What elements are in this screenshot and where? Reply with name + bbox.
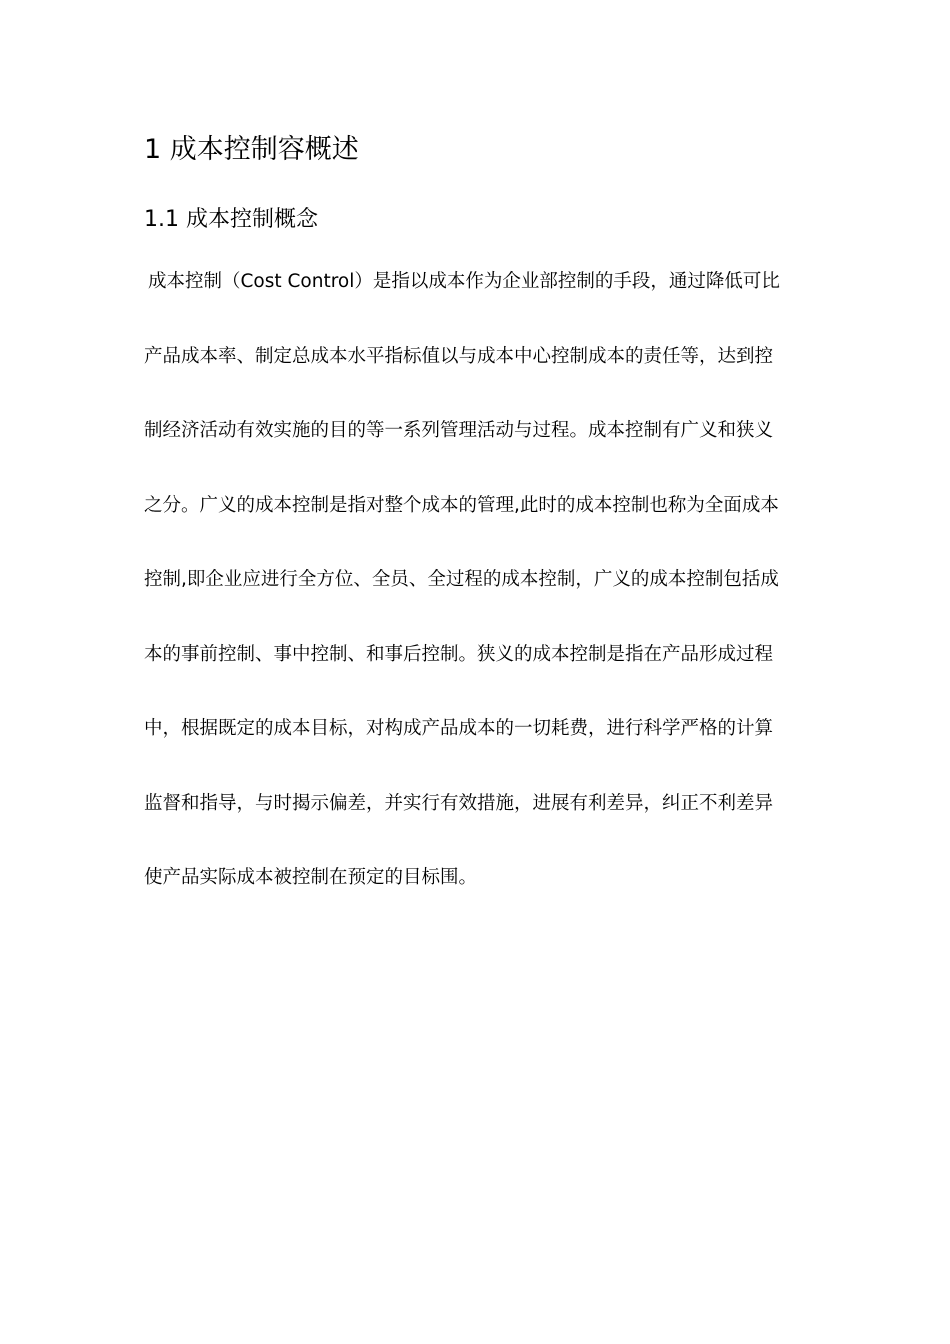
subsection-heading: 1.1 成本控制概念 — [144, 207, 318, 232]
paragraph-line: 使产品实际成本被控制在预定的目标围。 — [144, 867, 478, 888]
paragraph-line: 监督和指导，与时揭示偏差，并实行有效措施，进展有利差异，纠正不利差异 — [144, 792, 774, 814]
document-content — [144, 128, 806, 940]
paragraph-line: 之分。广义的成本控制是指对整个成本的管理,此时的成本控制也称为全面成本 — [144, 494, 779, 516]
paragraph-line: 本的事前控制、事中控制、和事后控制。狭义的成本控制是指在产品形成过程 — [144, 643, 774, 665]
paragraph — [144, 269, 806, 940]
paragraph-line: 中，根据既定的成本目标，对构成产品成本的一切耗费，进行科学严格的计算 — [144, 718, 774, 739]
paragraph-line: 控制,即企业应进行全方位、全员、全过程的成本控制，广义的成本控制包括成 — [144, 569, 779, 590]
section-heading: 1 成本控制容概述 — [144, 134, 359, 165]
paragraph-line: 产品成本率、制定总成本水平指标值以与成本中心控制成本的责任等，达到控 — [144, 345, 774, 367]
paragraph-line: 制经济活动有效实施的目的等一系列管理活动与过程。成本控制有广义和狭义 — [144, 420, 774, 441]
paragraph-line: 成本控制（Cost Control）是指以成本作为企业部控制的手段，通过降低可比 — [148, 271, 780, 292]
